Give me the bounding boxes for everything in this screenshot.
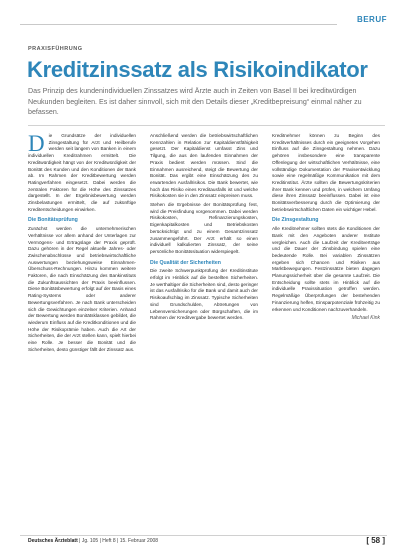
publication-name: Deutsches Ärzteblatt [28,538,78,544]
paragraph: Anschließend werden die betriebswirtschaftlichen Kennzahlen in Relation zur Kapitaldienstfähigkeit gesetzt. Der Kapitaldienst umfasst Zins und Tilgung, die aus den laufenden Einnahmen der Praxis bedient werden müssen. Sind die Einnahmen ausreichend, steigt die Bewertung der Bonität. Das ergibt eine Einschätzung des zu erwartenden Ausfallrisikos. Die Bank bewertet, wie hoch das Risiko eines Kreditausfalls ist und welche Risikokosten sie in den Zinssatz einpreisen muss. [150,133,258,199]
article-lead: Das Prinzip des kundenindividuellen Zinssatzes wird Ärzte auch in Zeiten von Basel II bei kreditwürdigen Neukunden begleiten. Es ist daher sinnvoll, sich mit den Details dieser „Kreditbepreisung“ einmal näher zu befassen. [28,87,362,117]
paragraph: Die zweite Schwerpunktprüfung der Kreditinstitute erfolgt im Hinblick auf die bestellten Sicherheiten. Je werthaltiger die Sicherheiten sind, desto geringer ist das Ausfallrisiko für die Bank und damit auch der Risikoaufschlag im Zinssatz. Typische Sicherheiten sind Grundschulden, Abtretungen von Lebensversicherungen oder Bürgschaften, die im Rahmen der Kreditvergabe bewertet werden. [150,268,258,321]
issue-details: | Jg. 105 | Heft 8 | 15. Februar 2008 [79,538,159,544]
drop-cap: D [28,133,45,156]
page-number: [ 58 ] [366,536,385,545]
footer-rule [20,535,387,536]
paragraph: Stehen die Ergebnisse der Bonitätsprüfung fest, wird die Preisfindung vorgenommen. Dabei werden Risikokosten, Refinanzierungskosten, Eigenkapitalkosten und Betriebskosten berücksichtigt und zu einem Gesamtzinssatz zusammengeführt. Der Arzt erhält so einen individuell kalkulierten Zinssatz, der seine persönliche Bonitätssituation widerspiegelt. [150,202,258,254]
subheading: Die Zinsgestaltung [272,217,319,224]
article-column-3 [272,133,380,513]
subheading: Die Qualität der Sicherheiten [150,259,221,266]
subheading: Die Bonitätsprüfung [28,217,78,224]
paragraph: Alle Kreditnehmer sollten stets die Konditionen der Bank mit den Angeboten anderer Institute vergleichen. Auch die Laufzeit der Kreditverträge und die Dauer der Zinsbindung spielen eine bedeutende Rolle. Bei variablen Zinssätzen ergeben sich Chancen und Risiken aus Marktbewegungen. Festzinssätze bieten dagegen Planungssicherheit über die gesamte Laufzeit. Die Entscheidung sollte stets im Hinblick auf die individuelle Praxissituation getroffen werden. Regelmäßige Überprüfungen der bestehenden Finanzierung helfen, Einsparpotenziale frühzeitig zu erkennen und Konditionen nachzuverhandeln. [272,226,380,312]
paragraph: Kreditnehmer können zu Beginn des Kreditverhältnisses durch ein geeignetes Vorgehen Einfluss auf die Zinsgestaltung nehmen. Dazu gehören insbesondere eine transparente Offenlegung der wirtschaftlichen Verhältnisse, eine vollständige Dokumentation der Praxisentwicklung sowie eine regelmäßige Kommunikation mit dem Kreditinstitut. Ärzte sollten die Bewertungskriterien ihrer Bank kennen und prüfen, in welchem Umfang diese ihren Zinssatz beeinflussen. Dabei ist eine Bonitätsverbesserung durch die Optimierung der betriebswirtschaftlichen Daten ein wichtiger Hebel. [272,133,380,212]
article-title: Kreditzinssatz als Risikoindikator [27,57,368,82]
article-column-2 [150,133,258,513]
footer-citation [28,538,158,544]
article-kicker: PRAXISFÜHRUNG [28,46,83,52]
author-signature: Michael Kink [351,315,380,322]
header-rule [20,24,387,25]
lead-divider [28,125,385,126]
article-column-1 [28,133,136,513]
paragraph-text: ie Grundsätze der individuellen Zinsgestaltung für Arzt und Heilberufe werden seit langem von Banken in einem individuellen Kreditrahmen ermittelt. Die Kreditwürdigkeit hängt von der Kreditwürdigkeit der Bonität des Kunden und den Konditionen der Bank ab. Im Rahmen der Kreditbewertung werden Ratingverfahren eingesetzt. Dabei werden die zentralen Faktoren für die Höhe des Zinssatzes dargestellt. In der Ergebnisbewertung werden Zinsbelastungen ermittelt, die auf zukünftige Kreditentscheidungen einwirken. [28,133,136,212]
paragraph [28,133,136,213]
section-label: BERUF [337,14,387,25]
paragraph: Zunächst werden die unternehmerischen Verhältnisse vor allem anhand der Unterlagen zur Vermögens- und Ertragslage der Praxis geprüft. Dazu gehören in der Regel aktuelle Jahres- oder Zwischenabschlüsse und betriebswirtschaftliche Auswertungen beziehungsweise Einnahmen-Überschuss-Rechnungen. Hinzu kommen weitere Faktoren, die nach Einschätzung des Bankinstituts die Zukunftsaussichten der Praxis beeinflussen. Diese Bonitätsbewertung erfolgt auf der Basis eines Rating-Systems oder anderer Bewertungsverfahren. Je nach Bank unterscheiden sich die Gewichtungen einzelner Kriterien. Anhand der Bewertung werden Bonitätsklassen gebildet, die wiederum Einfluss auf die Kreditkonditionen und die Höhe der Risikoprämie haben. Auch die Art der Sicherheiten, die der Arzt stellen kann, spielt hierbei eine Rolle. Je besser die Bonität und die Sicherheiten, desto günstiger fällt der Zinssatz aus. [28,226,136,352]
